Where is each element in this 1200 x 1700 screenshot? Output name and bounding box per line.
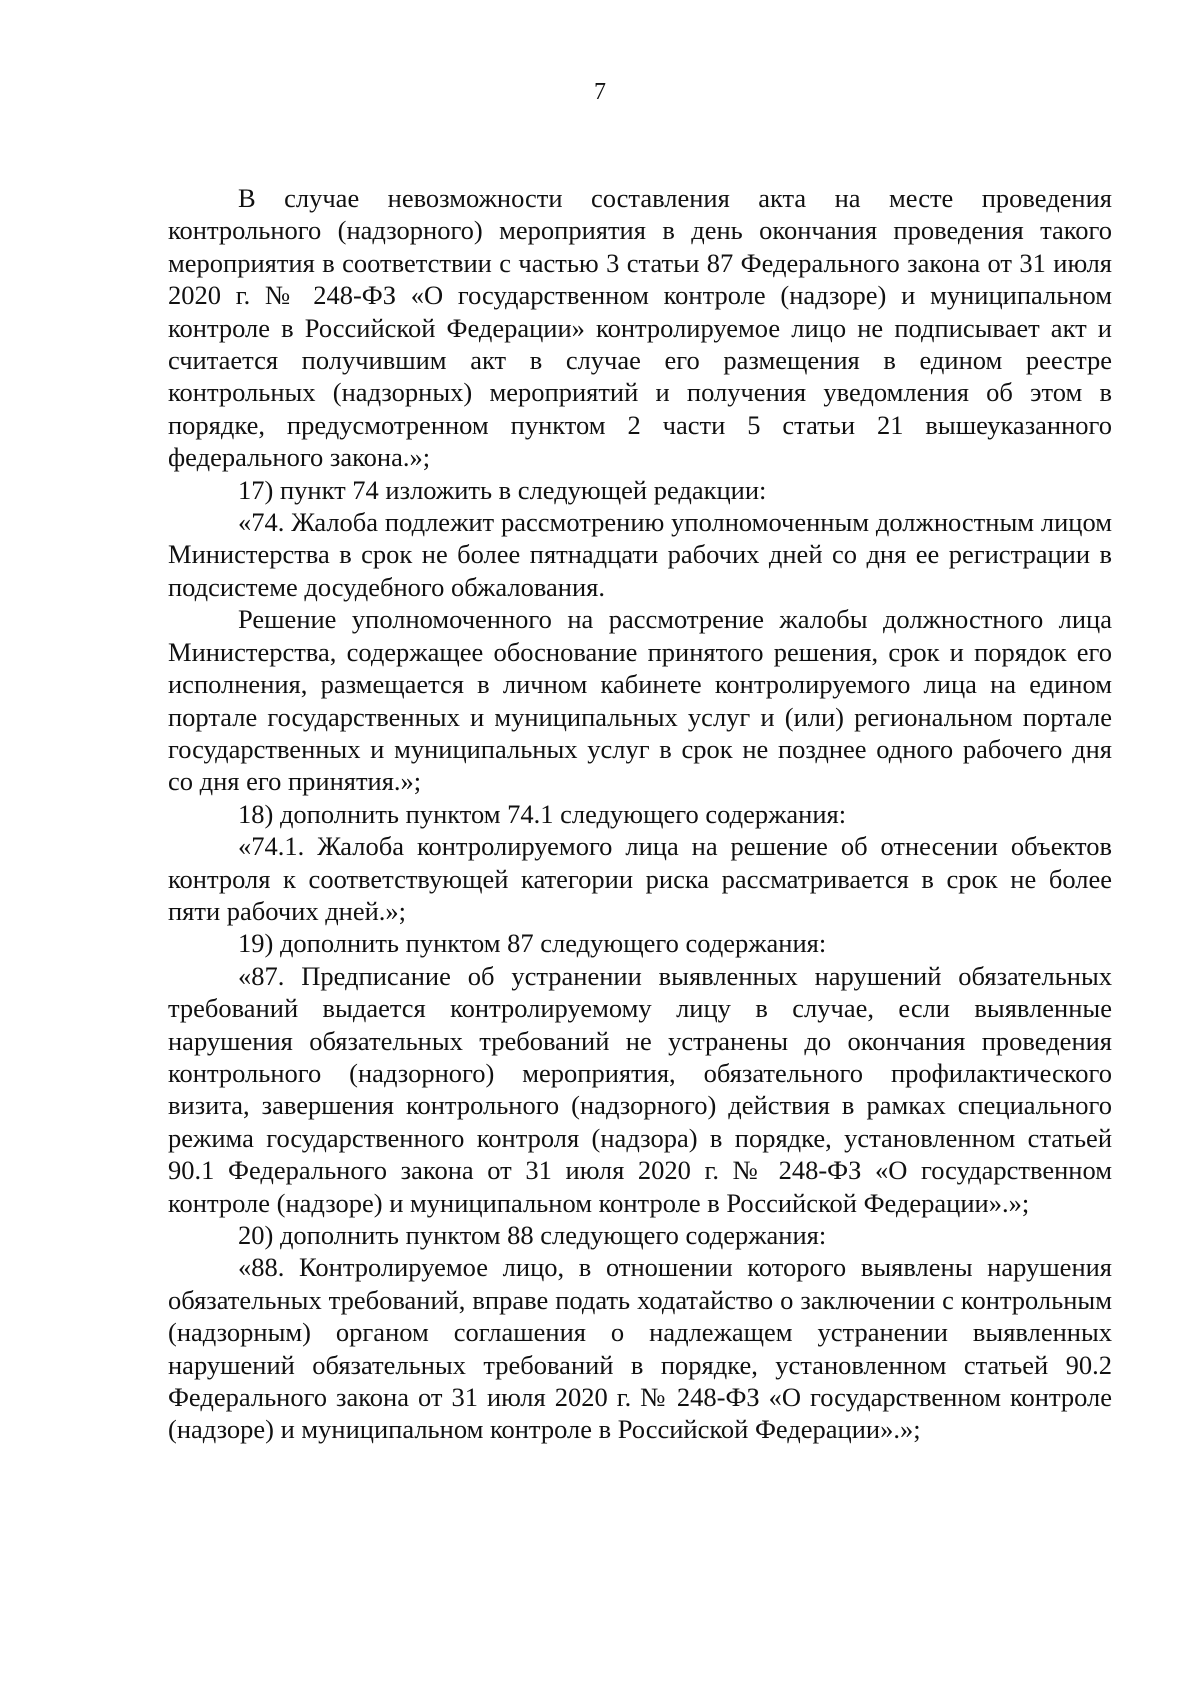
paragraph-item-18: 18) дополнить пунктом 74.1 следующего содержания: — [238, 798, 847, 829]
paragraph-clause-88: «88. Контролируемое лицо, в отношении которого выявлены нарушения обязательных требований, вправе подать ходатайство о заключении с контрольным (надзорным) органом соглашения о надлежащем устранении выявленных нарушений обязательных требований в порядке, установленном статьей 90.2 Федерального закона от 31 июля 2020 г. № 248-ФЗ «О государственном контроле (надзоре) и муниципальном контроле в Российской Федерации».»; — [168, 1252, 1112, 1445]
paragraph-clause-74: «74. Жалоба подлежит рассмотрению уполномоченным должностным лицом Министерства в срок не более пятнадцати рабочих дней со дня ее регистрации в подсистеме досудебного обжалования. — [168, 507, 1112, 602]
page-number: 7 — [594, 79, 606, 105]
paragraph-clause-74-1: «74.1. Жалоба контролируемого лица на решение об отнесении объектов контроля к соответствующей категории риска рассматривается в срок не более пяти рабочих дней.»; — [168, 831, 1112, 926]
paragraph-act-signing: В случае невозможности составления акта на месте проведения контрольного (надзорного) мероприятия в день окончания проведения такого мероприятия в соответствии с частью 3 статьи 87 Федерального закона от 31 июля 2020 г. № 248-ФЗ «О государственном контроле (надзоре) и муниципальном контроле в Российской Федерации» контролируемое лицо не подписывает акт и считается получившим акт в случае его размещения в едином реестре контрольных (надзорных) мероприятий и получения уведомления об этом в порядке, предусмотренном пунктом 2 части 5 статьи 21 вышеуказанного федерального закона.»; — [168, 183, 1112, 473]
paragraph-item-19: 19) дополнить пунктом 87 следующего содержания: — [238, 928, 827, 959]
paragraph-clause-74-decision: Решение уполномоченного на рассмотрение жалобы должностного лица Министерства, содержащее обоснование принятого решения, срок и порядок его исполнения, размещается в личном кабинете контролируемого лица на едином портале государственных и муниципальных услуг и (или) региональном портале государственных и муниципальных услуг в срок не позднее одного рабочего дня со дня его принятия.»; — [168, 604, 1112, 797]
paragraph-item-17: 17) пункт 74 изложить в следующей редакции: — [238, 474, 767, 505]
paragraph-item-20: 20) дополнить пунктом 88 следующего содержания: — [238, 1220, 827, 1250]
paragraph-clause-87: «87. Предписание об устранении выявленных нарушений обязательных требований выдается контролируемому лицу в случае, если выявленные нарушения обязательных требований не устранены до окончания проведения контрольного (надзорного) мероприятия, обязательного профилактического визита, завершения контрольного (надзорного) действия в рамках специального режима государственного контроля (надзора) в порядке, установленном статьей 90.1 Федерального закона от 31 июля 2020 г. № 248-ФЗ «О государственном контроле (надзоре) и муниципальном контроле в Российской Федерации».»; — [168, 960, 1112, 1218]
document-body — [168, 182, 1112, 1446]
